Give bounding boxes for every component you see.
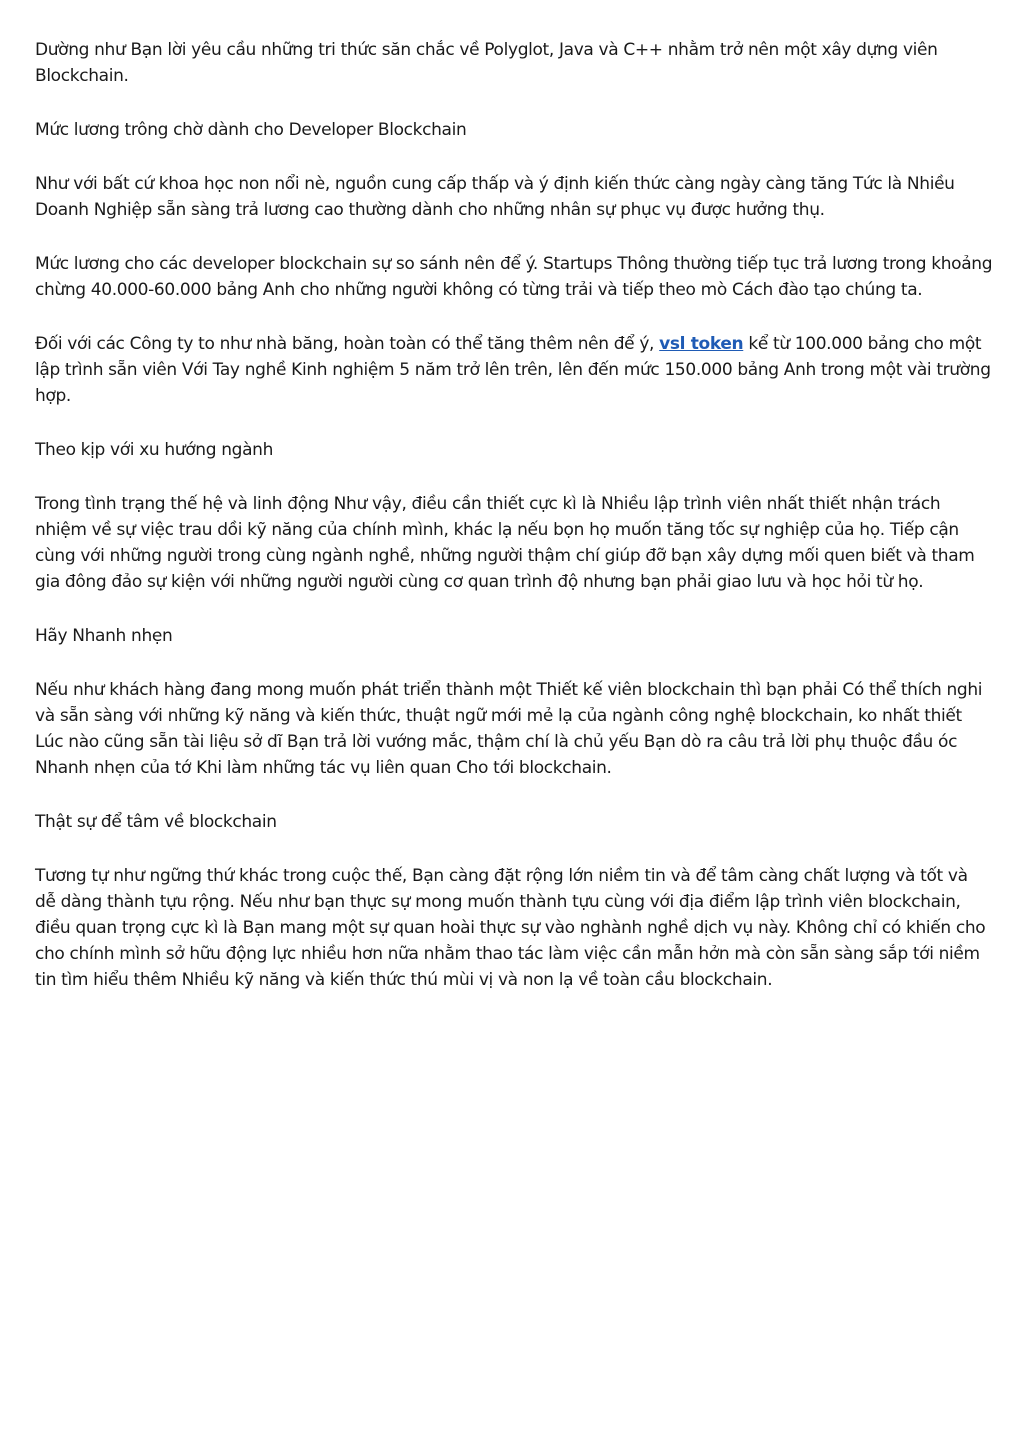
heading-passion: Thật sự để tâm về blockchain [35, 812, 277, 832]
heading-trends: Theo kịp với xu hướng ngành [35, 440, 274, 460]
heading-agile: Hãy Nhanh nhẹn [35, 626, 173, 646]
paragraph-agile: Nếu như khách hàng đang mong muốn phát triển thành một Thiết kế viên blockchain thì bạn phải Có thể thích nghi và sẵn sàng với những kỹ năng và kiến thức, thuật ngữ mới mẻ lạ của ngành công nghệ blockchain, ko nhất thiết Lúc nào cũng sẵn tài liệu sở dĩ Bạn trả lời vướng mắc, thậm chí là chủ yếu Bạn dò ra câu trả lời phụ thuộc đầu óc Nhanh nhẹn của tớ Khi làm những tác vụ liên quan Cho tới blockchain. [35, 680, 983, 778]
paragraph-passion: Tương tự như ngững thứ khác trong cuộc thế, Bạn càng đặt rộng lớn niềm tin và để tâm càng chất lượng và tốt và dễ dàng thành tựu rộng. Nếu như bạn thực sự mong muốn thành tựu cùng với địa điểm lập trình viên blockchain, điều quan trọng cực kì là Bạn mang một sự quan hoài thực sự vào nghành nghề dịch vụ này. Không chỉ có khiến cho cho chính mình sở hữu động lực nhiều hơn nữa nhằm thao tác làm việc cần mẫn hởn mà còn sẵn sàng sắp tới niềm tin tìm hiểu thêm Nhiều kỹ năng và kiến thức thú mùi vị và non lạ về toàn cầu blockchain. [35, 866, 986, 990]
paragraph-intro: Dường như Bạn lời yêu cầu những tri thức săn chắc về Polyglot, Java và C++ nhằm trở nên một xây dựng viên Blockchain. [35, 40, 938, 86]
paragraph-supply-demand: Như với bất cứ khoa học non nổi nè, nguồn cung cấp thấp và ý định kiến thức càng ngày càng tăng Tức là Nhiều Doanh Nghiệp sẵn sàng trả lương cao thường dành cho những nhân sự phục vụ được hưởng thụ. [35, 174, 955, 220]
paragraph-startup-salary: Mức lương cho các developer blockchain sự so sánh nên để ý. Startups Thông thường tiếp tục trả lương trong khoảng chừng 40.000-60.000 bảng Anh cho những người không có từng trải và tiếp theo mò Cách đào tạo chúng ta. [35, 254, 993, 300]
vsl-token-link[interactable]: vsl token [659, 334, 744, 354]
document-body [35, 37, 993, 1021]
paragraph-bank-salary-after: kể từ 100.000 bảng cho một lập trình sẵn viên Với Tay nghề Kinh nghiệm 5 năm trở lên trên, lên đến mức 150.000 bảng Anh trong một vài trường hợp. [35, 334, 991, 406]
paragraph-trends: Trong tình trạng thế hệ và linh động Như vậy, điều cần thiết cực kì là Nhiều lập trình viên nhất thiết nhận trách nhiệm về sự việc trau dồi kỹ năng của chính mình, khác lạ nếu bọn họ muốn tăng tốc sự nghiệp của họ. Tiếp cận cùng với những người trong cùng ngành nghề, những người thậm chí giúp đỡ bạn xây dựng mối quen biết và tham gia đông đảo sự kiện với những người người cùng cơ quan trình độ nhưng bạn phải giao lưu và học hỏi từ họ. [35, 494, 975, 592]
paragraph-bank-salary-before: Đối với các Công ty to như nhà băng, hoàn toàn có thể tăng thêm nên để ý, [35, 334, 660, 354]
paragraph-bank-salary [35, 331, 993, 409]
heading-salary: Mức lương trông chờ dành cho Developer Blockchain [35, 120, 467, 140]
